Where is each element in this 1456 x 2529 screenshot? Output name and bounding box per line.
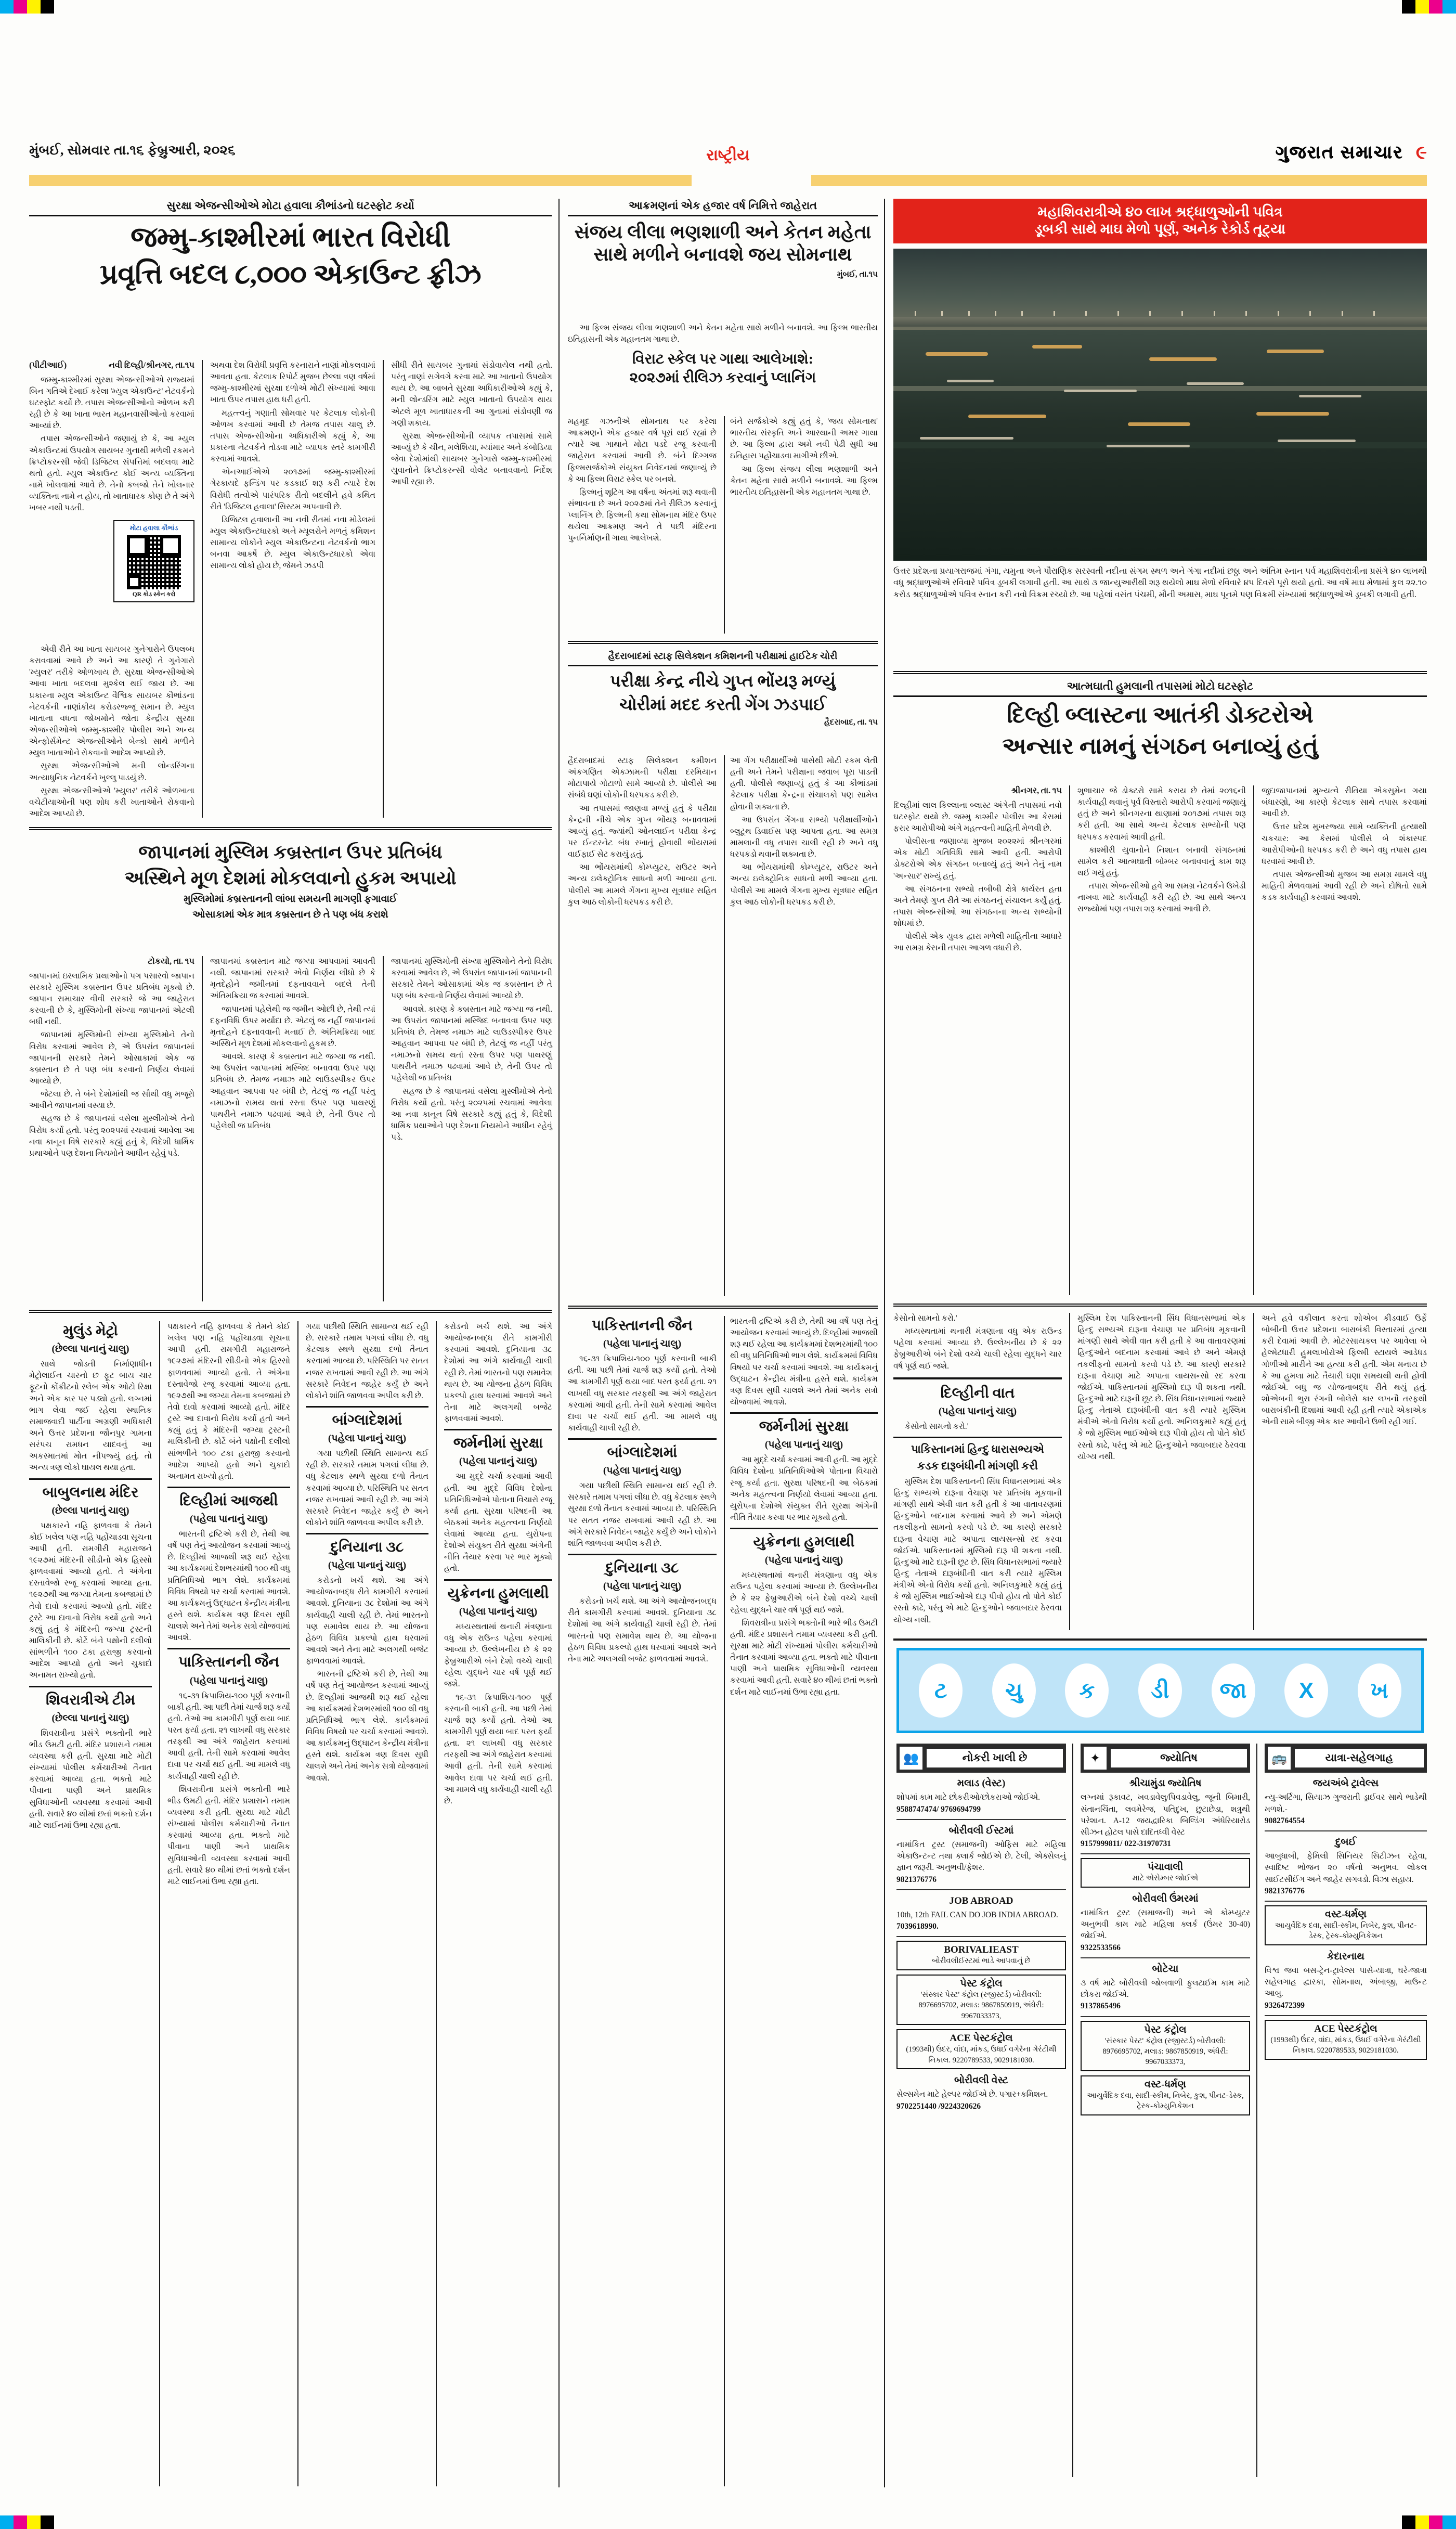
lead-para: એવી રીતે આ ખાતા સાયબર ગુનેગારોને ઉપલબ્ધ કરાવવામાં આવે છે અને આ કારણે તે ગુનેગારો 'મ્યુલર' તરીકે ઓળખાય છે. સુરક્ષા એજન્સીઓએ આવા ખાતા બદલવા મુશ્કેલ થઈ જાય છે. આ પ્રકારના મ્યુલ એકાઉન્ટ વૈશ્વિક સાયબર કૌભાંડના નેટવર્કની નાણાંકીય કરોડરજ્જૂ સમાન છે. મ્યુલ ખાતાના વધતા જોખમોને જોતા કેન્દ્રીય સુરક્ષા એજન્સીઓએ જમ્મુ-કાશ્મીર પોલીસ અને અન્ય એન્ફોર્સમેન્ટ એજન્સીઓને બેન્કો સાથે મળીને મ્યુલ ખાતાઓને રોકવાનો આદેશ આપ્યો છે. (29, 645, 194, 758)
cont-from: (છેલ્લા પાનાનું ચાલુ) (51, 1344, 129, 1355)
lead-byline (29, 360, 194, 372)
japan-headline-1: જાપાનમાં મુસ્લિમ કબ્રસ્તાન ઉપર પ્રતિબંધ (138, 842, 443, 862)
ad-text: નામાંકિત ટ્રસ્ટ (સમાજની) અને એ કોમ્પ્યુટર અનુભવી કામ માટે મહિલા ક્લર્ક (ઉંમર 30-40) જોઈએ. (1081, 1908, 1250, 1941)
japan-para: આવશે. કારણ કે કબ્રસ્તાન માટે જગ્યા જ નથી. આ ઉપરાંત જાપાનમાં મસ્જિદ બનાવવા ઉપર પણ પ્રતિબંધ છે. તેમજ નમાઝ માટે લાઉડસ્પીકર ઉપર આહવાન આપવા પર બંધી છે, તેટલું જ નહીં પરંતુ નમાઝનો સમય થતાં રસ્તા ઉપર પણ પાથરણું પાથરીને નમાઝ પઢવામાં આવે છે, તેની ઉપર તો પહેલેથી જ પ્રતિબંધ (391, 1004, 552, 1083)
ad-title: બોરીવલી ઉંમરમાં (1132, 1893, 1199, 1904)
blast-byline-right: શ્રીનગર, તા. ૧૫ (1011, 786, 1062, 795)
cont-col-b (167, 1321, 290, 1889)
banner-letter: જા (1212, 1663, 1255, 1718)
blast-para: તપાસ એજન્સીઓ મુજબ આ સમગ્ર મામલે વધુ માહિતી મેળવવામાં આવી રહી છે અને દોષિતો સામે કડક કાર્યવાહી કરવામાં આવશે. (1262, 870, 1427, 902)
ad-text: 10th, 12th FAIL CAN DO JOB INDIA ABROAD. (896, 1911, 1058, 1920)
japan-para: જાપાનમાં મુસ્લિમોની સંખ્યા મુસ્લિમોને તેનો વિરોધ કરવામાં આવેલ છે, એ ઉપરાંત જાપાનમાં જાપાનની સરકારે તેમને ઓસાકામાં એક જ કબ્રસ્તાન છે તે પણ બંધ કરવાનો નિર્ણય લેવામાં આવ્યો છે. (391, 957, 552, 1001)
red-banner-line-2: ડૂબકી સાથે માઘ મેળો પૂર્ણ, અનેક રેકોર્ડ તૂટ્યા (1034, 221, 1286, 237)
classified-ad-box (1081, 2075, 1250, 2115)
ad-text: ન્યુ-અર્ટિગા, સિયાઝ ગુજરાતી ડ્રાઈવર સાથે ભાડેથી મળશે.- (1265, 1793, 1427, 1814)
cont-title: મુલુંડ મેટ્રો (63, 1323, 118, 1339)
classified-ad (1265, 1776, 1427, 1831)
ad-text: નામાંકિત ટ્રસ્ટ (સમાજની) ઓફિસ માટે મહિલા એકાઉન્ટન્ટ તથા ક્લાર્ક જોઈએ છે. ટેલી, એક્સેલનું જ્ઞાન જરૂરી. અનુભવી/ફ્રેશર. (896, 1840, 1066, 1873)
paper-name: ગુજરાત સમાચાર (1275, 143, 1403, 162)
somnath-para: ફિલ્મનું શૂટિંગ આ વર્ષના અંતમાં શરૂ થવાની સંભાવના છે અને ૨૦૨૭માં તેને રીલિઝ કરવાનું પ્લાનિંગ છે. ફિલ્મની કથા સોમનાથ મંદિર ઉપર થયેલા આક્રમણ અને તે પછી મંદિરના પુનર્નિર્માણની ગાથા આલેખશે. (568, 487, 717, 543)
somnath-kicker: આક્રમણનાં એક હજાર વર્ષ નિમિત્તે જાહેરાત (568, 199, 878, 216)
ad-phone[interactable]: 9821376776 (896, 1875, 937, 1884)
exam-para: આ ઉપરાંત ગેંગના સભ્યો પરીક્ષાર્થીઓને બ્લુટૂથ ડિવાઈસ પણ આપતા હતા. આ સમગ્ર મામલાની વધુ તપાસ ચાલી રહી છે અને વધુ ધરપકડો થવાની શક્યતા છે. (730, 815, 878, 859)
exam-col-1 (568, 755, 717, 910)
lead-para: જમ્મુ-કાશ્મીરમાં સુરક્ષા એજન્સીઓએ રાજ્યમાં બિન ગતિએ દેખાઈ કરેલા 'મ્યુલ એકાઉન્ટ' નેટવર્કનો ઘટસ્ફોટ કર્યો છે. તપાસ એજન્સીઓનો ઓળખ કરી રહી છે કે આ ખાતા ભારત મહાનવાસીઓનો કરવામાં આવ્યાં છે. (29, 375, 194, 431)
rule (893, 1304, 1427, 1307)
japan-story (29, 840, 552, 924)
centre-cont-1 (568, 1316, 717, 1667)
ad-text: આબુધાબી, ફેમિલી સિનિયર સિટીઝન રહેવા, સ્વાદિષ્ટ ભોજન ૨૦ વર્ષનો અનુભવ. લોકલ સાઈટસીઈંગ અને જાહેર સગવડો. વિઝા સહાય. (1265, 1852, 1427, 1884)
blast-para: જુદાજાપાનમાં મુખ્યત્વે રીતિયા એકસુમેન ગયા બંધારણો, આ કારણે કેટલાક સાથે તપાસ કરવામાં આવી છે. (1262, 786, 1427, 819)
ad-text: 'સંસ્કાર પેસ્ટ' કંટ્રોલ (રજીસ્ટર્ડ) બોરીવલી: 8976695702, મલાડ: 9867850919, અંધેરી: 9967033373, (918, 1990, 1044, 2020)
cont-body: મધ્યસ્થતામાં થનારી મંત્રણાના વધુ એક રાઉન્ડ પહેલા કરવામાં આવ્યા છે. ઉલ્લેખનીય છે કે ૨૨ ફેબ્રુઆરીએ બંને દેશો વચ્ચે ચાલી રહેલા યુદ્ધને ચાર વર્ષ પૂર્ણ થઈ જશે. (444, 1622, 552, 1689)
ad-title: ACE પેસ્ટકંટ્રોલ (950, 2033, 1013, 2044)
cont-body: ભારતની દ્રષ્ટિએ કરી છે, તેથી આ વર્ષે પણ તેનું આયોજન કરવામાં આવ્યું છે. દિલ્હીમાં આજથી શરૂ થઈ રહેલા આ કાર્યક્રમમાં દેશભરમાંથી ૧૦૦ થી વધુ પ્રતિનિધિઓ ભાગ લેશે. કાર્યક્રમમાં વિવિધ વિષયો પર ચર્ચા કરવામાં આવશે. આ કાર્યક્રમનું ઉદ્ઘાટન કેન્દ્રીય મંત્રીના હસ્તે થશે. કાર્યક્રમ ત્રણ દિવસ સુધી ચાલશે અને તેમાં અનેક સત્રો યોજવામાં આવશે. (730, 1317, 878, 1407)
lead-para: સુરક્ષા એજન્સીઓએ 'મ્યુલર' તરીકે ઓળખાતા વચેટીયાઓની પણ શોધ કરી ખાતાઓને રોકવાનો આદેશ આપ્યો છે. (29, 786, 194, 818)
cont-body: કેસોનો સામનો કરો.' (905, 1422, 969, 1431)
cont-body: શિવરાત્રીના પ્રસંગે ભક્તોની ભારે ભીડ ઉમટી હતી. મંદિર પ્રશાસને તમામ વ્યવસ્થા કરી હતી. સુરક્ષા માટે મોટી સંખ્યામાં પોલીસ કર્મચારીઓ તૈનાત કરવામાં આવ્યા હતા. ભક્તો માટે પીવાના પાણી અને પ્રાથમિક સુવિધાઓની વ્યવસ્થા કરવામાં આવી હતી. સવારે ૪૦ થીમાં છતાં ભક્તો દર્શન માટે લાઈનમાં ઉભા રહ્યા હતા. (29, 1728, 152, 1830)
cont-title: પાકિસ્તાનની જૈન (178, 1654, 279, 1671)
rule (1256, 1744, 1257, 2477)
cont-body: સાથે જોડતી નિર્માણાધીન મેટ્રોલાઈન ચારનો છ ફૂટ બાય ચાર ફૂટનો કોંક્રીટનો સ્લેબ એક ઓટો રિક્ષા અને એક કાર પર પડ્યો હતો. લગ્નમાં ભાગ લેવા જઈ રહેલા સ્થાનિક સમાજવાદી પાર્ટીના અગ્રણી અધિકારી અને ઉત્તર પ્રદેશના જૌનપુર ગામના સરંપચ રામધન યાદવનું આ અકસ્માતમાં મોત નીપજ્યું હતું. તો અન્ય ત્રણ લોકો ઘાયલ થયા હતા. (29, 1360, 152, 1473)
cont-body: ગયા પછીથી સ્થિતિ સામાન્ય થઈ રહી છે. સરકારે તમામ પગલાં લીધા છે. વધુ કેટલાક સ્થળે સુરક્ષા દળો તૈનાત કરવામાં આવ્યા છે. પરિસ્થિતિ પર સતત નજર રાખવામાં આવી રહી છે. આ અંગે સરકારે નિવેદન જાહેર કર્યું છે અને લોકોને શાંતિ જાળવવા અપીલ કરી છે. (306, 1322, 428, 1400)
cont-title: જર્મનીમાં સુરક્ષા (453, 1435, 543, 1452)
lead-col-1b (29, 644, 194, 821)
lead-byline-left: (પીટીઆઈ) (29, 361, 67, 370)
lead-story (29, 199, 552, 295)
rule (29, 1310, 552, 1313)
banner-letter: ખ (1358, 1663, 1401, 1718)
cont-from: (છેલ્લા પાનાનું ચાલુ) (51, 1712, 129, 1724)
blast-para: કાશ્મીરી યુવાનોને નિશાન બનાવી સંગઠનમાં સામેલ કરી આત્મઘાતી બોમ્બર બનાવવાનું કામ શરૂ થઈ ગયું હતું. (1077, 845, 1246, 878)
category-label: જ્યોતિષ (1111, 1749, 1247, 1767)
somnath-sub-2: ૨૦૨૭માં રીલિઝ કરવાનું પ્લાનિંગ (629, 370, 816, 386)
cont-title: યુક્રેનના હુમલાથી (447, 1585, 549, 1602)
blast-para: પોલીસે એક યુવક દ્વારા મળેલી માહિતીના આધારે આ સમગ્ર કેસની તપાસ આગળ વધારી છે. (893, 932, 1062, 953)
japan-para: જાપાનમાં ઇસ્લામિક પ્રથાઓનો પગ પસારવો જાપાન સરકારે મુસ્લિમ કબ્રસ્તાન ઉપર પ્રતિબંધ મૂક્યો છે. જાપાન સમાચાર વીવી સરકારે જે આ જાહેરાત કરવાની છે કે, મુસ્લિમોની સંખ્યા જાપાનમાં એટલી બધી નથી. (29, 971, 194, 1027)
cont-body: આ મુદ્દે ચર્ચા કરવામાં આવી હતી. આ મુદ્દે વિવિધ દેશોના પ્રતિનિધિઓએ પોતાના વિચારો રજૂ કર્યા હતા. સુરક્ષા પરિષદની આ બેઠકમાં અનેક મહત્ત્વના નિર્ણયો લેવામાં આવ્યા હતા. યુરોપના દેશોએ સંયુક્ત રીતે સુરક્ષા અંગેની નીતિ તૈયાર કરવા પર ભાર મૂક્યો હતો. (730, 1455, 878, 1522)
photo-caption: ઉત્તર પ્રદેશના પ્રયાગરાજમાં ગંગા, યમુના અને પૌરાણિક સરસ્વતી નદીના સંગમ સ્થળ અને ગંગા નદીમાં છઠ્ઠા અને અંતિમ સ્નાન પર્વ મહાશિવરાત્રીના પ્રસંગે ૪૦ લાખથી વધુ શ્રદ્ધાળુઓએ રવિવારે પવિત્ર ડૂબકી લગાવી હતી. આ સાથે ૩ જાન્યુઆરીથી શરૂ થયેલો માઘ મેળો રવિવારે ૪૫ દિવસે પૂરો થયો હતો. આ વર્ષે માઘ મેળામાં કુલ ૨૨.૧૦ કરોડ શ્રદ્ધાળુઓએ પવિત્ર સ્નાન કરી નવો વિક્રમ રચ્યો છે. આ પહેલાં વસંત પંચમી, મૌની અમાસ, માઘ પૂનમે પણ વિક્રમી સંખ્યામાં શ્રદ્ધાળુઓએ ડૂબકી લગાવી હતી. (893, 567, 1427, 599)
ad-text: ૩ વર્ષ માટે બોરીવલી જોબવાળી ફુલટાઈમ કામ માટે છોકરા જોઈએ. (1081, 1979, 1250, 1999)
ad-title: દુબઈ (1335, 1836, 1357, 1848)
japan-para: સહજ છે કે જાપાનમાં વસેલા મુસ્લીમોએ તેનો વિરોધ કર્યો હતો. પરંતુ ૨૦૨૫માં રચવામાં આવેલા આ નવા કાનૂન વિષે સરકારે કહ્યું હતું કે, વિદેશી ધાર્મિક પ્રથાઓને પણ દેશના નિયમોને આધીન રહેવું પડે. (29, 1114, 194, 1158)
rule (568, 1306, 878, 1309)
lead-para: સુરક્ષા એજન્સીઓએ મની લોન્ડરિંગના અત્યાધુનિક નેટવર્કને ખુલ્લુ પાડયું છે. (29, 762, 194, 782)
ad-text: લગ્નમાં રૂકાવટ, ખવડાવેલુ/પિવડાવેલુ, જૂની બિમારી, સંતાનચિંતા, લવમેરેજ, પતિદુખ, છુટાછેડા, શત્રુથી પરેશાન. A-12 જયદ્વારિકા બિલ્ડિંગ અંધેરિયારોડ સીઝન હોટલ પાસે દાદિતધ્વી વેસ્ટ (1081, 1793, 1250, 1837)
blast-col-2 (1077, 785, 1246, 917)
blast-para: પોલીસના જણાવ્યા મુજબ ૨૦૨૨માં શ્રીનગરમાં એક મોટી ગતિવિધિ સામે આવી હતી. આરોપી ડોક્ટરોએ એક સંગઠન બનાવ્યું હતું અને તેનું નામ 'અન્સાર' રાખ્યું હતું. (893, 837, 1062, 881)
shoaib-body: અને હવે વકીલાત કરતા શોએબ કીડવાઈ ઉર્ફે બોબીની ઉત્તર પ્રદેશના બારાબંકી વિસ્તારમાં હત્યા કરી દેવામાં આવી છે. મોટરસાયકલ પર આવેલા બે હેલ્મેટધારી હુમલાખોરોએ ફિલ્મી સ્ટાયલે આડેધડ ગોળીઓ મારીને આ હત્યા કરી હતી. એમ મનાય છે કે આ હુમલા માટે તૈયારી ઘણા સમયથી થતી હોવી જોઈએ. બધુ જ યોજનાબદ્ધ રીતે થયું હતું. શોએબની ભુરા રંગની બોલેરો કાર લખનૌ તરફથી બારાબંકીની દિશામાં આવી રહી હતી ત્યારે એકાએક એની સામે બીજી એક કાર આવીને ઉભી રહી ગઈ. (1262, 1314, 1427, 1427)
japan-para: જાપાનમાં પહેલેથી જ જમીન ઓછી છે, તેથી ત્યાં દફનવિધિ ઉપર મર્યાદા છે. એટલું જ નહીં જાપાનમાં મૃતદેહને દફનાવવાની મનાઈ છે. અંતિમક્રિયા બાદ અસ્થિને મૂળ દેશમાં મોકલવાનો હુકમ છે. (210, 1004, 375, 1048)
ad-text: શોપમાં કામ માટે છોકરીઓ/છોકરાઓ જોઈએ. (896, 1793, 1040, 1802)
cont-col-c (306, 1321, 428, 1786)
classified-ad (896, 2073, 1066, 2116)
exam-para: આ તપાસમાં જાણવા મળ્યું હતું કે પરીક્ષા કેન્દ્રની નીચે એક ગુપ્ત ભોંયરૂ બનાવવામાં આવ્યું હતું. જ્યાંથી ઓનલાઈન પરીક્ષા કેન્દ્ર પર ઈન્ટરનેટ બંધ રખાતું હોવાથી ભોંયરામાં વાઈફાઈ સેટ કરાયું હતું. (568, 804, 717, 859)
ad-phone[interactable]: 9588747474/ 9769694799 (896, 1804, 981, 1814)
rule (297, 1321, 298, 2486)
cont-from: (છેલ્લા પાનાનું ચાલુ) (51, 1505, 129, 1516)
japan-sub-2: ઓસાકામાં એક માત્ર કબ્રસ્તાન છે તે પણ બંધ કરાશે (192, 909, 388, 921)
ad-phone[interactable]: 9821376776 (1265, 1886, 1305, 1895)
cont-from: (પહેલા પાનાનું ચાલુ) (328, 1560, 407, 1571)
classified-banner (896, 1648, 1424, 1733)
lead-para: સીધી રીતે સાયબર ગુનામાં સંડોવાયેલ નથી હતો. પરંતુ નાણાં સગેવગે કરવા માટે આ ખાતાનો ઉપયોગ થાય છે. આ બાબતે સુરક્ષા અધિકારીઓએ કહ્યું કે, મની લોન્ડરિંગ માટે મ્યુલ ખાતાનો ઉપયોગ થાય એટલે મૂળ ખાતાધારકની આ ગુનામાં સંડોવણી જ ગણી શકાય. (391, 361, 552, 428)
rule (202, 360, 203, 818)
cont-title: બાંગ્લાદેશમાં (332, 1412, 402, 1428)
cont-body: કરોડનો ખર્ચ થશે. આ અંગે આયોજનબદ્ધ રીતે કામગીરી કરવામાં આવશે. દુનિયાના ૩૮ દેશોમાં આ અંગે કાર્યવાહી ચાલી રહી છે. તેમાં ભારતનો પણ સમાવેશ થાય છે. આ યોજના હેઠળ વિવિધ પ્રકલ્પો હાથ ધરવામાં આવશે અને તેના માટે અલગથી બજેટ ફાળવવામાં આવશે. (306, 1576, 428, 1666)
ad-text: માટે એસેમ્બર જોઈએ (1132, 1874, 1199, 1883)
delhi-blast-story (893, 679, 1427, 764)
lead-byline-right: નવી દિલ્હી/શ્રીનગર, તા.૧૫ (108, 361, 194, 370)
cont-from: (પહેલા પાનાનું ચાલુ) (764, 1439, 843, 1451)
classified-col-astro (1081, 1744, 1250, 2120)
pak-body: મુસ્લિમ દેશ પાકિસ્તાનની સિંધ વિધાનસભામાં એક હિન્દુ સભ્યએ દારૂના વેચાણ પર પ્રતિબંધ મૂકવાની માંગણી સાથે એવી વાત કરી હતી કે આ વાતાવરણમાં હિન્દુઓને બદનામ કરવામાં આવે છે અને એમણે તકલીફનો સામનો કરવો પડે છે. આ કારણે સરકારે દારૂના વેચાણ માટે અપાતા લાયસન્સો રદ કરવા જોઈએ. પાકિસ્તાનમાં મુસ્લિમો દારૂ પી શકતા નથી. હિન્દુઓ માટે દારૂની છૂટ છે. સિંધ વિધાનસભામાં જ્યારે હિન્દુ નેતાએ દારૂબંધીની વાત કરી ત્યારે મુસ્લિમ મંત્રીએ એનો વિરોધ કર્યો હતો. અનિલકુમારે કહ્યું હતું કે જો મુસ્લિમ ભાઈઓએ દારૂ પીવો હોય તો પોતે કોઈ રસ્તો કાઢે, પરંતુ એ માટે હિન્દુઓને જવાબદાર ઠેરવવા યોગ્ય નથી. (1077, 1314, 1246, 1461)
rule (1072, 1744, 1073, 2477)
banner-letter: X (1284, 1663, 1328, 1718)
ad-phone[interactable]: 7039618990. (896, 1922, 939, 1931)
blast-col-3 (1262, 785, 1427, 905)
classified-ad (1081, 1892, 1250, 1958)
japan-byline (29, 956, 194, 968)
ad-phone[interactable]: 9082764554 (1265, 1816, 1305, 1825)
somnath-para: બંને સર્જકોએ કહ્યું હતું કે, 'જય સોમનાથ' ભારતીય સંસ્કૃતિ અને આસ્થાની અમર ગાથા છે. આ ફિલ્મ દ્વારા અમે નવી પેઢી સુધી આ ઇતિહાસ પહોંચાડવા માગીએ છીએ. (730, 417, 878, 461)
cont-from: (પહેલા પાનાનું ચાલુ) (328, 1433, 407, 1444)
blast-para: દિલ્હીમાં લાલ કિલ્લાના બ્લાસ્ટ અંગેની તપાસમાં નવો ઘટસ્ફોટ થયો છે. જમ્મુ કાશ્મીર પોલીસ આ કેસમાં ફરાર આરોપીઓ અંગે મહત્ત્વની માહિતી મેળવી છે. (893, 801, 1062, 833)
cont-body: ગયા પછીથી સ્થિતિ સામાન્ય થઈ રહી છે. સરકારે તમામ પગલાં લીધા છે. વધુ કેટલાક સ્થળે સુરક્ષા દળો તૈનાત કરવામાં આવ્યા છે. પરિસ્થિતિ પર સતત નજર રાખવામાં આવી રહી છે. આ અંગે સરકારે નિવેદન જાહેર કર્યું છે અને લોકોને શાંતિ જાળવવા અપીલ કરી છે. (306, 1449, 428, 1527)
dateline: મુંબઈ, સોમવાર તા.૧૬ ફેબ્રુઆરી, ૨૦૨૬ (29, 143, 236, 158)
rule (568, 641, 878, 644)
ad-title: બોરીવલી વેસ્ટ (954, 2074, 1008, 2086)
ad-title: JOB ABROAD (949, 1895, 1013, 1906)
crop-mark-bottom-right (1402, 2515, 1456, 2529)
cont-body: પક્ષકારને નહિ ફાળવવા કે તેમને કોઈ ખલેલ પણ નહિ પહોંચાડવા સૂચના આપી હતી. રામગીરી મહારાજને ૧૯૨૭માં મંદિરની સીડીનો એક હિસ્સો ફાળવવામાં આવ્યો હતો. તે અંગેના દસ્તાવેજો રજૂ કરવામાં આવ્યા હતા. ૧૯૨૭થી આ જગ્યા તેમના કબજામાં છે તેવો દાવો કરવામાં આવ્યો હતો. મંદિર ટ્રસ્ટે આ દાવાનો વિરોધ કર્યો હતો અને કહ્યું હતું કે મંદિરની જગ્યા ટ્રસ્ટની માલિકીની છે. કોર્ટે બંને પક્ષોની દલીલો સાંભળીને ૧૦૦ ટકા હરાજી કરવાનો આદેશ આપ્યો હતો અને ચુકાદો અનામત રાખ્યો હતો. (167, 1322, 290, 1481)
rule (1253, 1313, 1254, 1630)
somnath-col-1 (568, 416, 717, 546)
cont-body: ૧૬-૩૧ ક્રિપાશિય-૧૦૦ પૂર્ણ કરવાની બાકી હતી. આ પછી તેમાં ચાર્જ શરૂ કર્યો હતો. તેઓ આ કામગીરી પૂર્ણ થયા બાદ પરત ફર્યા હતા. ૨૧ લાખથી વધુ સરકાર તરફથી આ અંગે જાહેરાત કરવામાં આવી હતી. તેની સામે કરવામાં આવેલ દાવા પર ચર્ચા થઈ હતી. આ મામલે વધુ કાર્યવાહી ચાલી રહી છે. (444, 1693, 552, 1805)
qr-callout (113, 520, 194, 602)
ad-phone[interactable]: 9326472399 (1265, 2001, 1305, 2010)
japan-para: આવશે. કારણ કે કબ્રસ્તાન માટે જગ્યા જ નથી. આ ઉપરાંત જાપાનમાં મસ્જિદ બનાવવા ઉપર પણ પ્રતિબંધ છે. તેમજ નમાઝ માટે લાઉડસ્પીકર ઉપર આહવાન આપવા પર બંધી છે, તેટલું જ નહીં પરંતુ નમાઝનો સમય થતાં રસ્તા ઉપર પણ પાથરણું પાથરીને નમાઝ પઢવામાં આવે છે, તેની ઉપર તો પહેલેથી જ પ્રતિબંધ (210, 1052, 375, 1130)
banner-letter: ડી (1138, 1663, 1182, 1718)
blast-para: ઉત્તર પ્રદેશ મુખરજ્યા સામે વ્યક્તિની હત્યાથી ચકચાર: આ કેસમાં પોલીસે બે શંકાસ્પદ આરોપીઓની ધરપકડ કરી છે અને વધુ તપાસ હાથ ધરવામાં આવી છે. (1262, 822, 1427, 866)
category-label: નોકરી ખાલી છે (927, 1749, 1063, 1767)
red-banner-line-1: મહાશિવરાત્રીએ ૪૦ લાખ શ્રદ્ધાળુઓની પવિત્ર (1037, 204, 1283, 220)
somnath-para: આ ફિલ્મ સંજય લીલા ભણશાળી અને કેતન મહેતા સાથે મળીને બનાવશે. આ ફિલ્મ ભારતીય ઇતિહાસની એક મહાનતમ ગાથા છે. (568, 324, 878, 344)
cont-body: શિવરાત્રીના પ્રસંગે ભક્તોની ભારે ભીડ ઉમટી હતી. મંદિર પ્રશાસને તમામ વ્યવસ્થા કરી હતી. સુરક્ષા માટે મોટી સંખ્યામાં પોલીસ કર્મચારીઓ તૈનાત કરવામાં આવ્યા હતા. ભક્તો માટે પીવાના પાણી અને પ્રાથમિક સુવિધાઓની વ્યવસ્થા કરવામાં આવી હતી. સવારે ૪૦ થીમાં છતાં ભક્તો દર્શન માટે લાઈનમાં ઉભા રહ્યા હતા. (167, 1785, 290, 1886)
blast-para: તપાસ એજન્સીઓ હવે આ સમગ્ર નેટવર્કને ઉખેડી નાખવા માટે કાર્યવાહી કરી રહી છે. આ સાથે અન્ય રાજ્યોમાં પણ તપાસ શરૂ કરવામાં આવી છે. (1077, 882, 1246, 914)
ad-title: બોટેચા (1152, 1963, 1179, 1975)
ad-title: ACE પેસ્ટકંટ્રોલ (1314, 2023, 1377, 2034)
japan-byline-right: ટોકયો, તા. ૧૫ (148, 957, 194, 966)
qr-caption: QR કોડ સ્કેન કરો (132, 591, 176, 598)
ad-phone[interactable]: 9137865496 (1081, 2002, 1121, 2011)
cont-title: યુક્રેનના હુમલાથી (753, 1534, 855, 1551)
ad-title: પેસ્ટ કંટ્રોલ (1144, 2024, 1187, 2035)
blast-byline (893, 785, 1062, 797)
ad-text: 'સંસ્કાર પેસ્ટ' કંટ્રોલ (રજીસ્ટર્ડ) બોરીવલી: 8976695702, મલાડ: 9867850919, અંધેરી: 9967033373, (1102, 2036, 1228, 2067)
rule (724, 755, 725, 1296)
japan-headline-2: અસ્થિને મૂળ દેશમાં મોકલવાનો હુકમ અપાયો (124, 868, 457, 889)
classified-ad-box (1265, 1905, 1427, 1945)
ad-title: મલાડ (વેસ્ટ) (957, 1778, 1006, 1789)
classified-ad-box (896, 1941, 1066, 1970)
blast-para: આ સંગઠનના સભ્યો તબીબી ક્ષેત્રે કાર્યરત હતા અને તેમણે ગુપ્ત રીતે આ સંગઠનનું સંચાલન કર્યું હતું. તપાસ એજન્સીઓ આ સંગઠનના અન્ય સભ્યોની શોધમાં છે. (893, 884, 1062, 928)
japan-col-3 (391, 956, 552, 1145)
ad-phone[interactable]: 9157999811/ 022-31970731 (1081, 1839, 1172, 1849)
people-icon: 👥 (900, 1747, 922, 1770)
blast-para: શુભાચાર જે ડોક્ટરો સામે કરાય છે તેમાં ૨૦૧૬ની કાર્યવાહી થવાનું પૂર્વ વિસ્તારો આરોપી કરવામાં જણાયું હતું છે અને શ્રીનગરના થાણામાં ૨૦૧૭માં તપાસ શરૂ કરી હતી. આ સાથે અન્ય કેટલાક સભ્યોની પણ ધરપકડ કરવામાં આવી હતી. (1077, 786, 1246, 842)
centre-cont-2 (730, 1316, 878, 1700)
astro-icon: ✦ (1084, 1747, 1107, 1770)
gold-rule-left (29, 175, 692, 186)
rule (383, 956, 384, 1301)
cont-title: દુનિયાના ૩૮ (605, 1560, 679, 1577)
category-header-astro (1081, 1744, 1250, 1773)
rule (724, 1316, 725, 2486)
cont-from: (પહેલા પાનાનું ચાલુ) (189, 1514, 268, 1525)
somnath-sub-1: વિરાટ સ્કેલ પર ગાથા આલેખાશે: (632, 351, 814, 368)
pak-body: મુસ્લિમ દેશ પાકિસ્તાનની સિંધ વિધાનસભામાં એક હિન્દુ સભ્યએ દારૂના વેચાણ પર પ્રતિબંધ મૂકવાની માંગણી સાથે એવી વાત કરી હતી કે આ વાતાવરણમાં હિન્દુઓને બદનામ કરવામાં આવે છે અને એમણે તકલીફનો સામનો કરવો પડે છે. આ કારણે સરકારે દારૂના વેચાણ માટે અપાતા લાયસન્સો રદ કરવા જોઈએ. પાકિસ્તાનમાં મુસ્લિમો દારૂ પી શકતા નથી. હિન્દુઓ માટે દારૂની છૂટ છે. સિંધ વિધાનસભામાં જ્યારે હિન્દુ નેતાએ દારૂબંધીની વાત કરી ત્યારે મુસ્લિમ મંત્રીએ એનો વિરોધ કર્યો હતો. અનિલકુમારે કહ્યું હતું કે જો મુસ્લિમ ભાઈઓએ દારૂ પીવો હોય તો પોતે કોઈ રસ્તો કાઢે, પરંતુ એ માટે હિન્દુઓને જવાબદાર ઠેરવવા યોગ્ય નથી. (893, 1477, 1062, 1624)
lead-headline-2: પ્રવૃત્તિ બદલ ૮,૦૦૦ એકાઉન્ટ ફ્રીઝ (99, 258, 482, 290)
cont-body: મધ્યસ્થતામાં થનારી મંત્રણાના વધુ એક રાઉન્ડ પહેલા કરવામાં આવ્યા છે. ઉલ્લેખનીય છે કે ૨૨ ફેબ્રુઆરીએ બંને દેશો વચ્ચે ચાલી રહેલા યુદ્ધને ચાર વર્ષ પૂર્ણ થઈ જશે. (893, 1327, 1062, 1371)
lead-kicker: સુરક્ષા એજન્સીઓએ મોટા હવાલા કૌભાંડનો ઘટસ્ફોટ કર્યો (29, 199, 552, 216)
ad-title: પંચાવાલી (1147, 1862, 1184, 1873)
ad-title: શ્રીચામુંડા જ્યોતિષ (1129, 1778, 1202, 1789)
masthead-right (1276, 141, 1427, 164)
lead-headline-1: જમ્મુ-કાશ્મીરમાં ભારત વિરોધી (131, 222, 450, 253)
classified-ad (896, 1776, 1066, 1820)
ad-title: બોરીવલી ઈસ્ટમાં (948, 1825, 1014, 1836)
classified-ad-box (1081, 2021, 1250, 2071)
cont-body: કરોડનો ખર્ચ થશે. આ અંગે આયોજનબદ્ધ રીતે કામગીરી કરવામાં આવશે. દુનિયાના ૩૮ દેશોમાં આ અંગે કાર્યવાહી ચાલી રહી છે. તેમાં ભારતનો પણ સમાવેશ થાય છે. આ યોજના હેઠળ વિવિધ પ્રકલ્પો હાથ ધરવામાં આવશે અને તેના માટે અલગથી બજેટ ફાળવવામાં આવશે. (444, 1322, 552, 1424)
lead-para: તપાસ એજન્સીઓને જણાયું છે કે, આ મ્યુલ એકાઉન્ટમાં ઉપયોગ સાયબર ગુનાથી મળેલી રકમને ક્રિપ્ટોકરન્સી જેવી ડિજિટલ સંપત્તિમાં બદલવા માટે થતો હતો. મ્યુલ એકાઉન્ટ કોઈ અન્ય વ્યક્તિના નામે ખોલવામાં આવે છે. તેનો કબજો તેને ખોલનાર વ્યક્તિના નામે ન હોય, તો ખાતાધારક કોણ છે તે અંગે ખબર નથી પડતી. (29, 434, 194, 513)
classified-ad (896, 1894, 1066, 1938)
cont-col-a (29, 1321, 152, 1833)
rule (893, 1638, 1427, 1641)
pak-title-1: પાકિસ્તાનમાં હિન્દુ ધારાસભ્યએ (911, 1442, 1045, 1455)
ad-title: પેસ્ટ કંટ્રોલ (960, 1978, 1003, 1989)
rule (1253, 785, 1254, 1295)
ad-title: BORIVALIEAST (944, 1944, 1019, 1956)
category-label: યાત્રા-સહેલગાહ (1295, 1749, 1424, 1767)
lead-para: મહત્ત્વનું ગણાતી સોમવાર પર કેટલાક લોકોની ઓળખ કરવામાં આવી છે તેમજ તપાસ ચાલુ છે. તપાસ એજન્સીઓના અધિકારીએ કહ્યું કે, આ પ્રકારના નેટવર્કને તોડવા માટે વ્યાપક સ્તરે કામગીરી કરવામાં આવશે. (210, 408, 375, 464)
cont-title: બાંગ્લાદેશમાં (607, 1444, 678, 1461)
exam-para: આ ભોંયરામાંથી કોમ્પ્યુટર, રાઉટર અને અન્ય ઇલેક્ટ્રોનિક સાધનો મળી આવ્યા હતા. પોલીસે આ મામલે ગેંગના મુખ્ય સૂત્રધાર સહિત કુલ આઠ લોકોની ધરપકડ કરી છે. (730, 863, 878, 907)
exam-headline-2: ચોરીમાં મદદ કરતી ગેંગ ઝડપાઈ (619, 694, 826, 714)
rule (893, 671, 1427, 674)
exam-para: આ ભોંયરામાંથી કોમ્પ્યુટર, રાઉટર અને અન્ય ઇલેક્ટ્રોનિક સાધનો મળી આવ્યા હતા. પોલીસે આ મામલે ગેંગના મુખ્ય સૂત્રધાર સહિત કુલ આઠ લોકોની ધરપકડ કરી છે. (568, 863, 717, 907)
japan-sub-1: મુસ્લિમોમાં કબ્રસ્તાનની લાંબા સમયની માગણી ફગાવાઈ (184, 894, 397, 905)
classified-col-travel (1265, 1744, 1427, 2064)
ad-title: વસ્ટ-ધર્મણ (1144, 2079, 1186, 2090)
cont-body: ગયા પછીથી સ્થિતિ સામાન્ય થઈ રહી છે. સરકારે તમામ પગલાં લીધા છે. વધુ કેટલાક સ્થળે સુરક્ષા દળો તૈનાત કરવામાં આવ્યા છે. પરિસ્થિતિ પર સતત નજર રાખવામાં આવી રહી છે. આ અંગે સરકારે નિવેદન જાહેર કર્યું છે અને લોકોને શાંતિ જાળવવા અપીલ કરી છે. (568, 1481, 717, 1548)
somnath-story (568, 199, 878, 279)
japan-col-2 (210, 956, 375, 1133)
rule (558, 199, 560, 2487)
rule (202, 956, 203, 1301)
ad-phone[interactable]: 9702251440 /9224320626 (896, 2101, 981, 2111)
japan-para: જાપાનમાં કબ્રસ્તાન માટે જગ્યા આપવામાં આવતી નથી. જાપાનમાં સરકારે એવો નિર્ણય લીધો છે કે મૃતદેહોને જમીનમાં દફનાવવાને બદલે તેની અંતિમક્રિયા જ કરવામાં આવશે. (210, 957, 375, 1001)
exam-para: આ ગેંગ પરીક્ષાર્થીઓ પાસેથી મોટી રકમ લેતી હતી અને તેમને પરીક્ષાના જવાબ પૂરા પાડતી હતી. પોલીસે જણાવ્યું હતું કે આ કૌભાંડમાં કેટલાક પરીક્ષા કેન્દ્રના સંચાલકો પણ સામેલ હોવાની શક્યતા છે. (730, 756, 878, 811)
classified-ad-box (1081, 1858, 1250, 1887)
lead-para: એનઆઈએએ ૨૦૧૭માં જમ્મુ-કાશ્મીરમાં ગેરકાયદે ફન્ડિંગ પર કડકાઈ શરૂ કરી ત્યારે દેશ વિરોધી તત્વોએ પારંપરિક રીતો બદલીને હવે કથિત રીતે 'ડિજિટલ હવાલા' સિસ્ટમ અપનાવી છે. (210, 468, 375, 511)
cont-title: દિલ્હીમાં આજથી (179, 1492, 278, 1509)
rule (884, 199, 885, 2487)
rule (383, 360, 384, 818)
banner-letter: ટ (919, 1663, 963, 1718)
cont-title: દિલ્હીની વાત (940, 1385, 1015, 1401)
japan-para: જેટલા છે. તે બંને દેશોમાંથી જ સૌથી વધુ મજૂરો આવીને જાપાનમાં વસ્યા છે. (29, 1090, 194, 1111)
exam-headline-1: પરીક્ષા કેન્દ્ર નીચે ગુપ્ત ભોંયરૂ મળ્યું (610, 671, 836, 690)
lead-para: સુરક્ષા એજન્સીઓની વ્યાપક તપાસમાં સામે આવ્યું છે કે ચીન, મલેશિયા, મ્યાંમાર અને કંબોડિયા જેવા દેશોમાંથી સાયબર ગુનેગારો જમ્મુ-કાશ્મીરમાં યુવાનોને ક્રિપ્ટોકરન્સી વોલેટ બનાવવાનો નિર્દેશ આપી રહ્યા છે. (391, 431, 552, 487)
section-tag: રાષ્ટ્રીય (699, 147, 757, 164)
ad-text: આયુર્વેદિક દવા, સાદી-સ્કીમ, નિબેર, કુશ, પીનટ-ડેસ્ક, ટ્રેસ્ક-કોમ્યુનિકેશન (1275, 1921, 1417, 1941)
exam-kicker: હૈદરાબાદમાં સ્ટાફ સિલેક્શન કમિશનની પરીક્ષામાં હાઈટેક ચોરી (568, 650, 878, 666)
cont-title: જર્મનીમાં સુરક્ષા (759, 1418, 849, 1435)
somnath-para: મહમૂદ ગઝનીએ સોમનાથ પર કરેલા આક્રમણને એક હજાર વર્ષ પૂરાં થઈ રહ્યાં છે ત્યારે આ ગાથાને મોટા પડદે રજૂ કરવાની જાહેરાત કરવામાં આવી છે. બંને દિગ્ગજ ફિલ્મસર્જકોએ સંયુક્ત નિવેદનમાં જણાવ્યું છે કે આ ફિલ્મ વિરાટ સ્કેલ પર બનશે. (568, 417, 717, 484)
cont-from: (પહેલા પાનાનું ચાલુ) (459, 1606, 538, 1617)
classified-ad (896, 1824, 1066, 1890)
classified-ad (1081, 1962, 1250, 2017)
rule (1069, 785, 1070, 1295)
cont-from: (પહેલા પાનાનું ચાલુ) (189, 1675, 268, 1686)
category-header-travel (1265, 1744, 1427, 1773)
classified-ad-box (896, 1975, 1066, 2025)
cont-body: કેસોનો સામનો કરો.' (893, 1314, 957, 1323)
ad-title: જયઅંબે ટ્રાવેલ્સ (1312, 1778, 1379, 1789)
cont-from: (પહેલા પાનાનું ચાલુ) (603, 1465, 682, 1477)
japan-col-1 (29, 956, 194, 1161)
maha-kumbh-photo (893, 249, 1427, 561)
cont-body: કરોડનો ખર્ચ થશે. આ અંગે આયોજનબદ્ધ રીતે કામગીરી કરવામાં આવશે. દુનિયાના ૩૮ દેશોમાં આ અંગે કાર્યવાહી ચાલી રહી છે. તેમાં ભારતનો પણ સમાવેશ થાય છે. આ યોજના હેઠળ વિવિધ પ્રકલ્પો હાથ ધરવામાં આવશે અને તેના માટે અલગથી બજેટ ફાળવવામાં આવશે. (568, 1597, 717, 1663)
right-cont-1 (893, 1313, 1062, 1628)
cont-title: બાબુલનાથ મંદિર (42, 1484, 139, 1501)
cont-title: પાકિસ્તાનની જૈન (592, 1318, 693, 1334)
rule (29, 827, 552, 830)
blast-headline-1: દિલ્હી બ્લાસ્ટના આતંકી ડોક્ટરોએ (1007, 702, 1314, 728)
cont-title: શિવરાત્રીએ ટીમ (45, 1692, 136, 1708)
ad-title: વસ્ટ-ધર્મણ (1324, 1908, 1367, 1920)
exam-col-2 (730, 755, 878, 910)
rule (159, 1321, 160, 2486)
right-cont-3 (1262, 1313, 1427, 1429)
japan-para: જાપાનમાં મુસ્લિમોની સંખ્યા મુસ્લિમોને તેનો વિરોધ કરવામાં આવેલ છે, એ ઉપરાંત જાપાનમાં જાપાનની સરકારે તેમને ઓસાકામાં એક જ કબ્રસ્તાન છે તે પણ બંધ કરવાનો નિર્ણય લેવામાં આવ્યો છે. (29, 1030, 194, 1086)
cont-body: પક્ષકારને નહિ ફાળવવા કે તેમને કોઈ ખલેલ પણ નહિ પહોંચાડવા સૂચના આપી હતી. રામગીરી મહારાજને ૧૯૨૭માં મંદિરની સીડીનો એક હિસ્સો ફાળવવામાં આવ્યો હતો. તે અંગેના દસ્તાવેજો રજૂ કરવામાં આવ્યા હતા. ૧૯૨૭થી આ જગ્યા તેમના કબજામાં છે તેવો દાવો કરવામાં આવ્યો હતો. મંદિર ટ્રસ્ટે આ દાવાનો વિરોધ કર્યો હતો અને કહ્યું હતું કે મંદિરની જગ્યા ટ્રસ્ટની માલિકીની છે. કોર્ટે બંને પક્ષોની દલીલો સાંભળીને ૧૦૦ ટકા હરાજી કરવાનો આદેશ આપ્યો હતો અને ચુકાદો અનામત રાખ્યો હતો. (29, 1521, 152, 1680)
classified-ad-box (1265, 2020, 1427, 2060)
ad-text: (1993થી) ઉંદર, વાંદા, માંકડ, ઉધઈ વગેરેના ગેરંટીથી નિકાલ. 9220789533, 9029181030. (1270, 2035, 1421, 2055)
cont-body: ૧૬-૩૧ ક્રિપાશિય-૧૦૦ પૂર્ણ કરવાની બાકી હતી. આ પછી તેમાં ચાર્જ શરૂ કર્યો હતો. તેઓ આ કામગીરી પૂર્ણ થયા બાદ પરત ફર્યા હતા. ૨૧ લાખથી વધુ સરકાર તરફથી આ અંગે જાહેરાત કરવામાં આવી હતી. તેની સામે કરવામાં આવેલ દાવા પર ચર્ચા થઈ હતી. આ મામલે વધુ કાર્યવાહી ચાલી રહી છે. (167, 1691, 290, 1781)
cont-body: ભારતની દ્રષ્ટિએ કરી છે, તેથી આ વર્ષે પણ તેનું આયોજન કરવામાં આવ્યું છે. દિલ્હીમાં આજથી શરૂ થઈ રહેલા આ કાર્યક્રમમાં દેશભરમાંથી ૧૦૦ થી વધુ પ્રતિનિધિઓ ભાગ લેશે. કાર્યક્રમમાં વિવિધ વિષયો પર ચર્ચા કરવામાં આવશે. આ કાર્યક્રમનું ઉદ્ઘાટન કેન્દ્રીય મંત્રીના હસ્તે થશે. કાર્યક્રમ ત્રણ દિવસ સુધી ચાલશે અને તેમાં અનેક સત્રો યોજવામાં આવશે. (167, 1530, 290, 1643)
cont-body: ભારતની દ્રષ્ટિએ કરી છે, તેથી આ વર્ષે પણ તેનું આયોજન કરવામાં આવ્યું છે. દિલ્હીમાં આજથી શરૂ થઈ રહેલા આ કાર્યક્રમમાં દેશભરમાંથી ૧૦૦ થી વધુ પ્રતિનિધિઓ ભાગ લેશે. કાર્યક્રમમાં વિવિધ વિષયો પર ચર્ચા કરવામાં આવશે. આ કાર્યક્રમનું ઉદ્ઘાટન કેન્દ્રીય મંત્રીના હસ્તે થશે. કાર્યક્રમ ત્રણ દિવસ સુધી ચાલશે અને તેમાં અનેક સત્રો યોજવામાં આવશે. (306, 1670, 428, 1783)
qr-title: મોટા હવાલા કૌભાંડ (129, 524, 178, 532)
somnath-para: આ ફિલ્મ સંજય લીલા ભણશાળી અને કેતન મહેતા સાથે મળીને બનાવશે. આ ફિલ્મ ભારતીય ઇતિહાસની એક મહાનતમ ગાથા છે. (730, 464, 878, 497)
pak-title-2: કડક દારૂબંધીની માંગણી કરી (917, 1460, 1038, 1473)
lead-para: અથવા દેશ વિરોધી પ્રવૃત્તિ કરનારાને નાણાં મોકલવામાં આવતા હતા. કેટલાક રિપોર્ટ મુજબ છેલ્લા ત્રણ વર્ષમાં જમ્મુ-કાશ્મીરમાં સુરક્ષા દળોએ મોટી સંખ્યામાં આવા ખાતા ઉપર તપાસ હાથ ધરી હતી. (210, 361, 375, 405)
exam-story (568, 650, 878, 727)
rule (436, 1321, 437, 2486)
rule (1069, 1313, 1070, 1630)
ad-text: આયુર્વેદિક દવા, સાદી-સ્કીમ, નિબેર, કુશ, પીનટ-ડેસ્ક, ટ્રેસ્ક-કોમ્યુનિકેશન (1087, 2091, 1244, 2111)
cont-body: આ મુદ્દે ચર્ચા કરવામાં આવી હતી. આ મુદ્દે વિવિધ દેશોના પ્રતિનિધિઓએ પોતાના વિચારો રજૂ કર્યા હતા. સુરક્ષા પરિષદની આ બેઠકમાં અનેક મહત્ત્વના નિર્ણયો લેવામાં આવ્યા હતા. યુરોપના દેશોએ સંયુક્ત રીતે સુરક્ષા અંગેની નીતિ તૈયાર કરવા પર ભાર મૂક્યો હતો. (444, 1472, 552, 1573)
cont-from: (પહેલા પાનાનું ચાલુ) (459, 1456, 538, 1467)
somnath-col-2 (730, 416, 878, 500)
ad-phone[interactable]: 9322533566 (1081, 1943, 1121, 1952)
ad-title: કેદારનાથ (1327, 1951, 1364, 1962)
blast-kicker: આત્મઘાતી હુમલાની તપાસમાં મોટો ઘટસ્ફોટ (893, 679, 1427, 697)
crop-mark-top-right (1402, 0, 1456, 14)
exam-para: હૈદરાબાદમાં સ્ટાફ સિલેક્શન કમીશન અંકગણિત એક્ઝામની પરીક્ષા દરમિયાન મોટાપાયે ગોટાળો સામે આવ્યો છે. પોલીસે આ સંબંધે ઘણાં લોકોની ધરપકડ કરી છે. (568, 756, 717, 800)
banner-letter: ચુ (992, 1663, 1036, 1718)
cont-body: ૧૬-૩૧ ક્રિપાશિય-૧૦૦ પૂર્ણ કરવાની બાકી હતી. આ પછી તેમાં ચાર્જ શરૂ કર્યો હતો. તેઓ આ કામગીરી પૂર્ણ થયા બાદ પરત ફર્યા હતા. ૨૧ લાખથી વધુ સરકાર તરફથી આ અંગે જાહેરાત કરવામાં આવી હતી. તેની સામે કરવામાં આવેલ દાવા પર ચર્ચા થઈ હતી. આ મામલે વધુ કાર્યવાહી ચાલી રહી છે. (568, 1354, 717, 1433)
classified-ad (1081, 1776, 1250, 1854)
ad-text: વિશ્વ જવા બસ-ટ્રેન-ટ્રાવેલ્સ પાસે-યાત્રા, ઘરે-જાત્રા સહેલગાહ દ્વારકા, સોમનાથ, અંબાજી, માઉન્ટ આબુ. (1265, 1966, 1427, 1998)
lead-col-1 (29, 360, 194, 515)
lead-para: ડિજિટલ હવાલાની આ નવી રીતમાં નવા મોડેલમાં મ્યુલ એકાઉન્ટધારકો અને મ્યૂલરોને મળતું કમિશન સામાન્ય લોકોને મ્યુલ એકાઉન્ટના નેટવર્કનો ભાગ બનવા આકર્ષે છે. મ્યુલ એકાઉન્ટધારકો એવા સામાન્ય લોકો હોય છે, જેમને ઝડપી (210, 515, 375, 571)
ad-text: સેલ્સમેન માટે હેલ્પર જોઈએ છે. પગાર+કમિશન. (896, 2090, 1048, 2099)
cont-from: (પહેલા પાનાનું ચાલુ) (938, 1405, 1017, 1417)
page-number: ૯ (1415, 141, 1427, 163)
lead-col-2 (210, 360, 375, 574)
cont-from: (પહેલા પાનાનું ચાલુ) (603, 1338, 682, 1350)
banner-letter: ક (1065, 1663, 1109, 1718)
exam-byline: હૈદરાબાદ, તા. ૧૫ (824, 717, 878, 727)
crop-mark-top-left (0, 0, 54, 14)
japan-para: સહજ છે કે જાપાનમાં વસેલા મુસ્લીમોએ તેનો વિરોધ કર્યો હતો. પરંતુ ૨૦૨૫માં રચવામાં આવેલા આ નવા કાનૂન વિષે સરકારે કહ્યું હતું કે, વિદેશી ધાર્મિક પ્રથાઓને પણ દેશના નિયમોને આધીન રહેવું પડે. (391, 1087, 552, 1142)
cont-from: (પહેલા પાનાનું ચાલુ) (603, 1581, 682, 1592)
right-cont-2 (1077, 1313, 1246, 1464)
classified-col-jobs (896, 1744, 1066, 2120)
cont-title: દુનિયાના ૩૮ (330, 1539, 404, 1556)
cont-col-d (444, 1321, 552, 1809)
rule (724, 416, 725, 634)
red-banner (893, 199, 1427, 243)
ad-text: (1993થી) ઉંદર, વાંદા, માંકડ, ઉધઈ વગેરેના ગેરંટીથી નિકાલ. 9220789533, 9029181030. (906, 2045, 1057, 2065)
cont-body: મધ્યસ્થતામાં થનારી મંત્રણાના વધુ એક રાઉન્ડ પહેલા કરવામાં આવ્યા છે. ઉલ્લેખનીય છે કે ૨૨ ફેબ્રુઆરીએ બંને દેશો વચ્ચે ચાલી રહેલા યુદ્ધને ચાર વર્ષ પૂર્ણ થઈ જશે. (730, 1571, 878, 1615)
bus-icon: 🚌 (1268, 1747, 1291, 1770)
somnath-headline: સંજય લીલા ભણશાળી અને કેતન મહેતા સાથે મળીને બનાવશે જય સોમનાથ (574, 222, 872, 265)
blast-col-1 (893, 785, 1062, 956)
lead-col-3 (391, 360, 552, 490)
cont-body: શિવરાત્રીના પ્રસંગે ભક્તોની ભારે ભીડ ઉમટી હતી. મંદિર પ્રશાસને તમામ વ્યવસ્થા કરી હતી. સુરક્ષા માટે મોટી સંખ્યામાં પોલીસ કર્મચારીઓ તૈનાત કરવામાં આવ્યા હતા. ભક્તો માટે પીવાના પાણી અને પ્રાથમિક સુવિધાઓની વ્યવસ્થા કરવામાં આવી હતી. સવારે ૪૦ થીમાં છતાં ભક્તો દર્શન માટે લાઈનમાં ઉભા રહ્યા હતા. (730, 1618, 878, 1697)
classified-ad-box (896, 2029, 1066, 2069)
somnath-body (568, 322, 878, 392)
gold-rule-right (811, 175, 1427, 186)
classified-ad (1265, 1950, 1427, 2016)
crop-mark-bottom-left (0, 2515, 54, 2529)
ad-text: બોરીવલીઈસ્ટમાં ભાડે આપવાનું છે (932, 1957, 1031, 1966)
category-header-jobs (896, 1744, 1066, 1773)
blast-headline-2: અન્સાર નામનું સંગઠન બનાવ્યું હતું (1002, 733, 1318, 759)
somnath-byline: મુંબઈ, તા.૧૫ (837, 269, 878, 279)
classified-ad (1265, 1835, 1427, 1902)
cont-from: (પહેલા પાનાનું ચાલુ) (764, 1555, 843, 1566)
qr-code (127, 535, 181, 589)
